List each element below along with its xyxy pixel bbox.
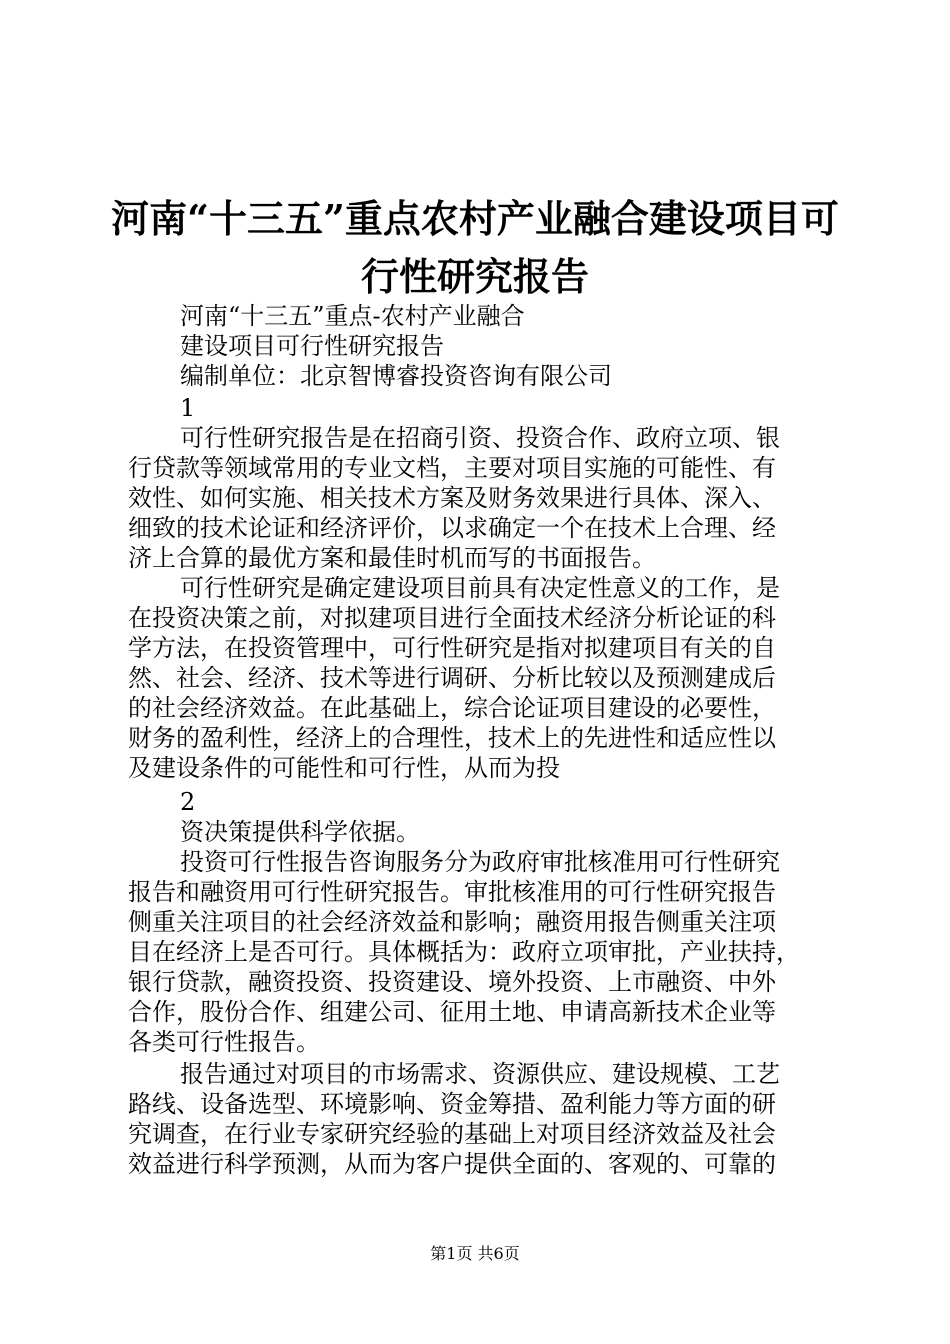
paragraph-line: 及建设条件的可能性和可行性，从而为投 bbox=[128, 754, 560, 782]
page-marker: 2 bbox=[180, 788, 196, 816]
paragraph-line: 各类可行性报告。 bbox=[128, 1028, 320, 1056]
page-footer-indicator: 第1页 共6页 bbox=[430, 1244, 520, 1263]
paragraph-line: 目在经济上是否可行。具体概括为：政府立项审批，产业扶持， bbox=[128, 938, 800, 966]
page-marker: 1 bbox=[180, 394, 196, 422]
paragraph-line: 究调查，在行业专家研究经验的基础上对项目经济效益及社会 bbox=[128, 1120, 776, 1148]
document-title-line-2: 行性研究报告 bbox=[360, 254, 589, 299]
paragraph-line: 侧重关注项目的社会经济效益和影响；融资用报告侧重关注项 bbox=[128, 908, 776, 936]
header-line-1: 河南“十三五”重点-农村产业融合 bbox=[180, 302, 525, 330]
paragraph-line: 银行贷款，融资投资、投资建设、境外投资、上市融资、中外 bbox=[128, 968, 776, 996]
paragraph-line: 的社会经济效益。在此基础上，综合论证项目建设的必要性， bbox=[128, 694, 776, 722]
paragraph-line: 报告和融资用可行性研究报告。审批核准用的可行性研究报告 bbox=[128, 878, 776, 906]
paragraph-line: 可行性研究报告是在招商引资、投资合作、政府立项、银 bbox=[180, 424, 780, 452]
paragraph-line: 学方法，在投资管理中，可行性研究是指对拟建项目有关的自 bbox=[128, 634, 776, 662]
paragraph-line: 财务的盈利性，经济上的合理性，技术上的先进性和适应性以 bbox=[128, 724, 776, 752]
paragraph-line: 路线、设备选型、环境影响、资金筹措、盈利能力等方面的研 bbox=[128, 1090, 776, 1118]
paragraph-line: 细致的技术论证和经济评价，以求确定一个在技术上合理、经 bbox=[128, 514, 776, 542]
paragraph-line: 投资可行性报告咨询服务分为政府审批核准用可行性研究 bbox=[180, 848, 780, 876]
paragraph-line: 合作，股份合作、组建公司、征用土地、申请高新技术企业等 bbox=[128, 998, 776, 1026]
document-title-line-1: 河南“十三五”重点农村产业融合建设项目可 bbox=[111, 196, 839, 241]
paragraph-line: 效性、如何实施、相关技术方案及财务效果进行具体、深入、 bbox=[128, 484, 776, 512]
paragraph-line: 在投资决策之前，对拟建项目进行全面技术经济分析论证的科 bbox=[128, 604, 776, 632]
paragraph-line: 可行性研究是确定建设项目前具有决定性意义的工作，是 bbox=[180, 574, 780, 602]
header-line-2: 建设项目可行性研究报告 bbox=[180, 332, 444, 360]
header-line-3: 编制单位：北京智博睿投资咨询有限公司 bbox=[180, 362, 612, 390]
paragraph-line: 行贷款等领域常用的专业文档，主要对项目实施的可能性、有 bbox=[128, 454, 776, 482]
paragraph-line: 效益进行科学预测，从而为客户提供全面的、客观的、可靠的 bbox=[128, 1150, 776, 1178]
paragraph-line: 报告通过对项目的市场需求、资源供应、建设规模、工艺 bbox=[180, 1060, 780, 1088]
paragraph-line: 然、社会、经济、技术等进行调研、分析比较以及预测建成后 bbox=[128, 664, 776, 692]
paragraph-line: 资决策提供科学依据。 bbox=[180, 818, 420, 846]
paragraph-line: 济上合算的最优方案和最佳时机而写的书面报告。 bbox=[128, 544, 656, 572]
